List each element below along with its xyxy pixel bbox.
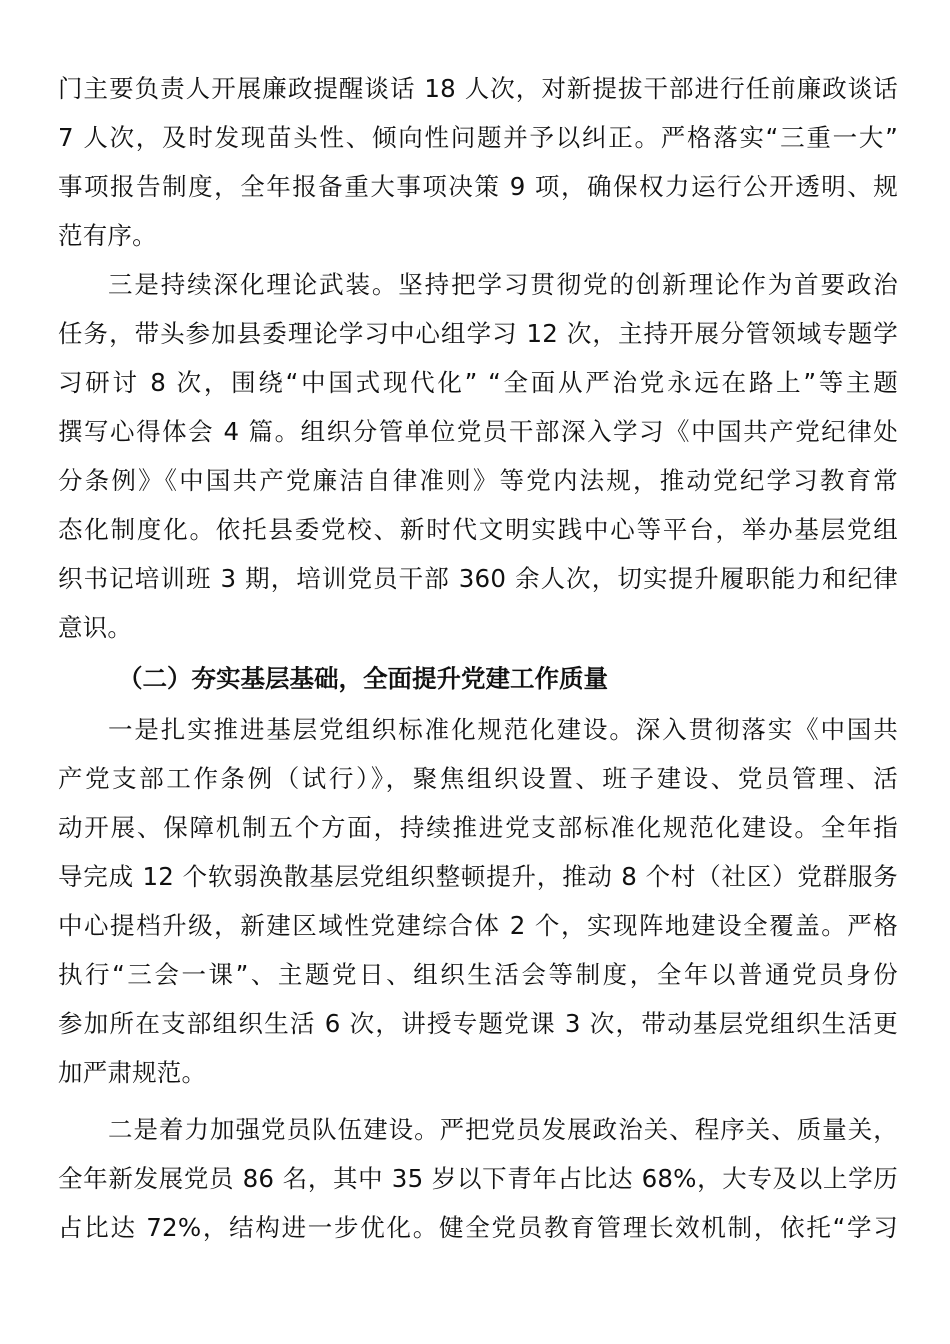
paragraph-1-line-1: 门主要负责人开展廉政提醒谈话 18 人次，对新提拔干部进行任前廉政谈话 <box>58 74 898 103</box>
paragraph-3-line-3: 动开展、保障机制五个方面，持续推进党支部标准化规范化建设。全年指 <box>58 813 898 842</box>
paragraph-3-line-2: 产党支部工作条例（试行）》，聚焦组织设置、班子建设、党员管理、活 <box>58 764 898 793</box>
paragraph-3-line-7: 参加所在支部组织生活 6 次，讲授专题党课 3 次，带动基层党组织生活更 <box>58 1009 898 1038</box>
paragraph-4-line-2: 全年新发展党员 86 名，其中 35 岁以下青年占比达 68%，大专及以上学历 <box>58 1164 898 1193</box>
paragraph-3-line-5: 中心提档升级，新建区域性党建综合体 2 个，实现阵地建设全覆盖。严格 <box>58 911 898 940</box>
paragraph-2-line-6: 态化制度化。依托县委党校、新时代文明实践中心等平台，举办基层党组 <box>58 515 898 544</box>
paragraph-2-line-8: 意识。 <box>58 613 133 642</box>
paragraph-4-line-1: 二是着力加强党员队伍建设。严把党员发展政治关、程序关、质量关， <box>108 1115 898 1144</box>
paragraph-2-line-2: 任务，带头参加县委理论学习中心组学习 12 次，主持开展分管领域专题学 <box>58 319 898 348</box>
paragraph-2-line-7: 织书记培训班 3 期，培训党员干部 360 余人次，切实提升履职能力和纪律 <box>58 564 898 593</box>
paragraph-1-line-3: 事项报告制度，全年报备重大事项决策 9 项，确保权力运行公开透明、规 <box>58 172 898 201</box>
paragraph-2-line-3: 习研讨 8 次，围绕“中国式现代化” “全面从严治党永远在路上”等主题 <box>58 368 898 397</box>
section-heading: （二）夯实基层基础，全面提升党建工作质量 <box>118 664 608 693</box>
paragraph-1-line-4: 范有序。 <box>58 221 157 250</box>
paragraph-4-line-3: 占比达 72%，结构进一步优化。健全党员教育管理长效机制，依托“学习 <box>58 1213 898 1242</box>
paragraph-2-line-1: 三是持续深化理论武装。坚持把学习贯彻党的创新理论作为首要政治 <box>108 270 898 299</box>
paragraph-3-line-1: 一是扎实推进基层党组织标准化规范化建设。深入贯彻落实《中国共 <box>108 715 898 744</box>
paragraph-2-line-4: 撰写心得体会 4 篇。组织分管单位党员干部深入学习《中国共产党纪律处 <box>58 417 898 446</box>
paragraph-3-line-6: 执行“三会一课”、主题党日、组织生活会等制度，全年以普通党员身份 <box>58 960 898 989</box>
paragraph-3-line-8: 加严肃规范。 <box>58 1058 207 1087</box>
paragraph-2-line-5: 分条例》《中国共产党廉洁自律准则》等党内法规，推动党纪学习教育常 <box>58 466 898 495</box>
paragraph-3-line-4: 导完成 12 个软弱涣散基层党组织整顿提升，推动 8 个村（社区）党群服务 <box>58 862 898 891</box>
paragraph-1-line-2: 7 人次，及时发现苗头性、倾向性问题并予以纠正。严格落实“三重一大” <box>58 123 898 152</box>
